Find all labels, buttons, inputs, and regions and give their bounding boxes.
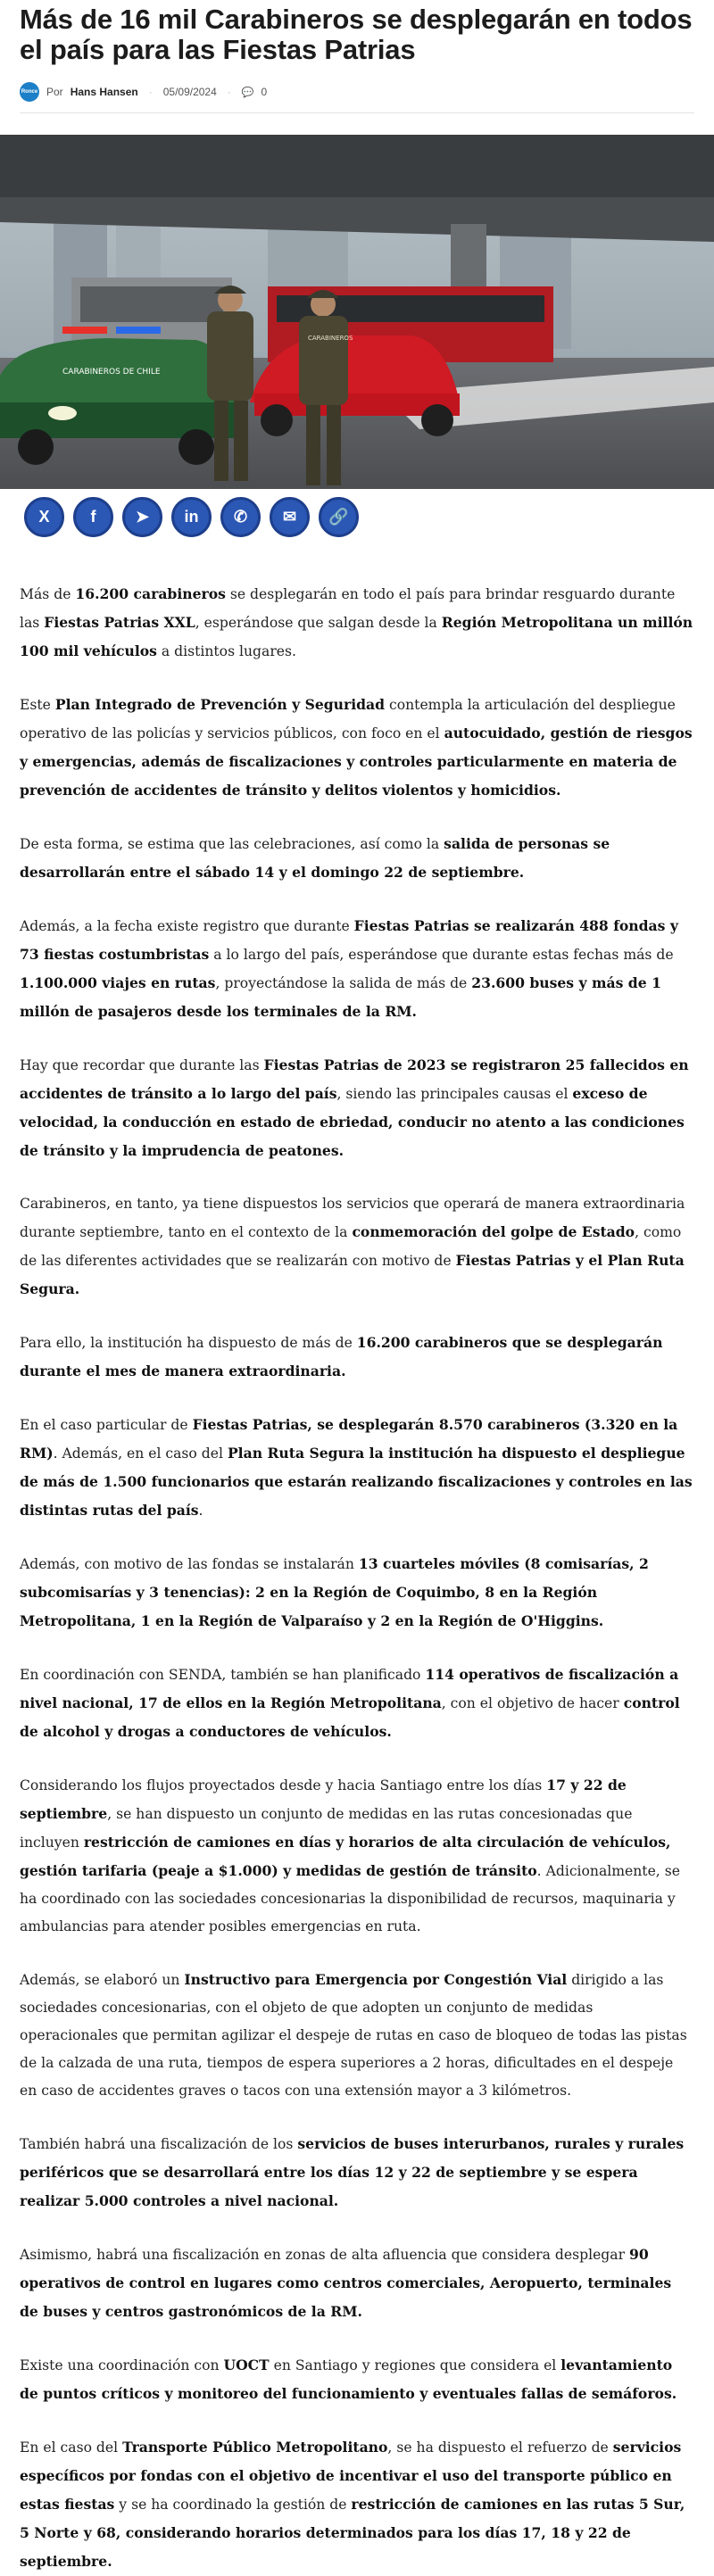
text-run: , esperándose que salgan desde la — [195, 615, 442, 631]
text-run: En el caso particular de — [20, 1417, 193, 1433]
text-run: en Santiago y regiones que considera el — [269, 2357, 561, 2373]
text-run: Hay que recordar que durante las — [20, 1057, 264, 1073]
bold-text: restricción de camiones en días y horarios de alta circulación de vehículos, gestión tarifaria (peaje a $1.000) y medidas de gestión de tránsito — [20, 1834, 671, 1879]
share-copy-link-button[interactable] — [319, 497, 359, 537]
patrol-car-label: CARABINEROS DE CHILE — [62, 368, 161, 377]
share-linkedin-button[interactable] — [171, 497, 212, 537]
share-x-button[interactable] — [24, 497, 64, 537]
share-telegram-button[interactable] — [122, 497, 162, 537]
hero-photo-illustration — [0, 135, 714, 489]
text-run: contempla la articulación del despliegue operativo de las policías y servicios públicos, con foco en el — [20, 697, 676, 741]
comment-count[interactable]: 0 — [261, 86, 268, 98]
bold-text: 90 operativos de control en lugares como centros comerciales, Aeropuerto, terminales de buses y centros gastronómicos de la RM. — [20, 2246, 672, 2320]
text-run: , se han dispuesto un conjunto de medidas en las rutas concesionadas que incluyen — [20, 1806, 633, 1851]
text-run: Además, con motivo de las fondas se instalarán — [20, 1556, 359, 1572]
svg-text:CARABINEROS: CARABINEROS — [308, 335, 353, 342]
publish-date: 05/09/2024 — [162, 86, 217, 98]
text-run: , proyectándose la salida de más de — [215, 975, 472, 991]
meta-separator: · — [227, 86, 231, 98]
share-email-button[interactable] — [270, 497, 310, 537]
bold-text: control de alcohol y drogas a conductores de vehículos. — [20, 1694, 680, 1740]
bold-text: Fiestas Patrias de 2023 se registraron 25 fallecidos en accidentes de tránsito a lo largo del país — [20, 1056, 689, 1102]
text-run: Además, a la fecha existe registro que durante — [20, 918, 354, 934]
bold-text: 16.200 carabineros que se desplegarán durante el mes de manera extraordinaria. — [20, 1334, 663, 1379]
bold-text: 13 cuarteles móviles (8 comisarías, 2 subcomisarías y 3 tenencias): 2 en la Región de Coquimbo, 8 en la Región Metropolitana, 1 en la Región de Valparaíso y 2 en la Región de O'Higgins. — [20, 1555, 649, 1629]
share-bar — [24, 497, 714, 537]
text-run: Carabineros, en tanto, ya tiene dispuestos los servicios que operará de manera extraordinaria durante septiembre, tanto en el contexto de la — [20, 1196, 685, 1240]
author-name[interactable]: Hans Hansen — [70, 86, 138, 98]
bold-text: servicios específicos por fondas con el objetivo de incentivar el uso del transporte público en estas fiestas — [20, 2439, 682, 2513]
whatsapp-icon: ✆ — [233, 508, 248, 526]
text-run: , siendo las principales causas el — [336, 1086, 573, 1102]
bold-text: Transporte Público Metropolitano — [122, 2439, 388, 2456]
meta-separator: · — [148, 86, 153, 98]
text-run: Considerando los flujos proyectados desde y hacia Santiago entre los días — [20, 1777, 547, 1793]
text-run: Asimismo, habrá una fiscalización en zonas de alta afluencia que considera desplegar — [20, 2247, 629, 2263]
bold-text: Plan Ruta Segura la institución ha dispuesto el despliegue de más de 1.500 funcionarios que estarán realizando fiscalizaciones y controles en las distintas rutas del país — [20, 1445, 693, 1519]
bold-text: servicios de buses interurbanos, rurales y rurales periféricos que se desarrollará entre los días 12 y 22 de septiembre y se espera realizar 5.000 controles a nivel nacional. — [20, 2135, 685, 2209]
text-run: , con el objetivo de hacer — [441, 1695, 624, 1711]
text-run: . Adicionalmente, se ha coordinado con las sociedades concesionarias la disponibilidad de recursos, maquinaria y ambulancias para atender posibles emergencias en ruta. — [20, 1863, 680, 1934]
article-title: Más de 16 mil Carabineros se desplegarán en todos el país para las Fiestas Patrias — [20, 4, 693, 65]
bold-text: Fiestas Patrias y el Plan Ruta Segura. — [20, 1252, 685, 1297]
text-run: Además, se elaboró un — [20, 1972, 185, 1988]
text-run: . Además, en el caso del — [53, 1445, 228, 1462]
text-run: También habrá una fiscalización de los — [20, 2136, 298, 2152]
article-paragraph — [20, 912, 694, 1026]
share-facebook-button[interactable] — [73, 497, 113, 537]
facebook-icon: f — [90, 508, 96, 526]
by-label: Por — [46, 86, 63, 98]
article-paragraph — [20, 830, 694, 887]
bold-text: Plan Integrado de Prevención y Seguridad — [54, 696, 386, 713]
article-paragraph — [20, 1329, 694, 1386]
text-run: Más de — [20, 586, 76, 602]
meta-divider — [20, 112, 694, 113]
article-paragraph — [20, 1411, 694, 1525]
hero-image — [0, 135, 714, 489]
text-run: se desplegarán en todo el país para brindar resguardo durante las — [20, 586, 676, 631]
bold-text: autocuidado, gestión de riesgos y emergencias, además de fiscalizaciones y controles particularmente en materia de prevención de accidentes de tránsito y delitos violentos y homicidios. — [20, 725, 693, 799]
text-run: . — [198, 1503, 203, 1519]
bold-text: levantamiento de puntos críticos y monitoreo del funcionamiento y eventuales fallas de semáforos. — [20, 2357, 677, 2402]
text-run: y se ha coordinado la gestión de — [114, 2497, 352, 2513]
text-run: Existe una coordinación con — [20, 2357, 224, 2373]
bold-text: Fiestas Patrias XXL — [44, 614, 195, 631]
telegram-icon: ➤ — [135, 508, 150, 526]
article-paragraph — [20, 1190, 694, 1304]
share-whatsapp-button[interactable] — [220, 497, 261, 537]
author-avatar[interactable]: Ronce — [20, 82, 39, 102]
bold-text: Fiestas Patrias se realizarán 488 fondas y 73 fiestas costumbristas — [20, 917, 678, 963]
bold-text: Fiestas Patrias, se desplegarán 8.570 carabineros (3.320 en la RM) — [20, 1416, 678, 1462]
bold-text: 16.200 carabineros — [75, 585, 226, 602]
text-run: a distintos lugares. — [156, 643, 296, 659]
article-meta — [20, 81, 694, 103]
article-paragraph — [20, 1051, 694, 1165]
email-icon: ✉ — [282, 508, 297, 526]
article-paragraph — [20, 2130, 694, 2216]
article-paragraph — [20, 691, 694, 805]
text-run: dirigido a las sociedades concesionarias, con el objeto de que adopten un conjunto de medidas operacionales que permitan agilizar el despeje de rutas en caso de bloqueo de todas las pistas de la calzada de una ruta, tiempos de espera superiores a 2 horas, dificultades en el despeje en caso de accidentes graves o tacos con una extensión mayor a 3 kilómetros. — [20, 1972, 687, 2099]
article-paragraph — [20, 2351, 694, 2408]
article-paragraph — [20, 1771, 694, 1941]
bold-text: restricción de camiones en las rutas 5 Sur, 5 Norte y 68, considerando horarios determinados para los días 17, 18 y 22 de septiembre. — [20, 2496, 685, 2570]
bold-text: conmemoración del golpe de Estado — [352, 1223, 635, 1240]
article-paragraph — [20, 1661, 694, 1746]
text-run: De esta forma, se estima que las celebraciones, así como la — [20, 836, 444, 852]
article-paragraph — [20, 580, 694, 666]
bold-text: 17 y 22 de septiembre — [20, 1777, 627, 1822]
copy-link-icon: 🔗 — [328, 508, 349, 526]
article-paragraph — [20, 1550, 694, 1636]
text-run: Para ello, la institución ha dispuesto de más de — [20, 1335, 357, 1351]
bold-text: 23.600 buses y más de 1 millón de pasajeros desde los terminales de la RM. — [20, 974, 661, 1020]
bold-text: 114 operativos de fiscalización a nivel nacional, 17 de ellos en la Región Metropolitana — [20, 1666, 679, 1711]
bold-text: Instructivo para Emergencia por Congestión Vial — [184, 1971, 568, 1988]
comment-icon[interactable]: 💬 — [241, 87, 254, 98]
x-icon: X — [38, 508, 50, 526]
bold-text: salida de personas se desarrollarán entre el sábado 14 y el domingo 22 de septiembre. — [20, 835, 610, 881]
bold-text: exceso de velocidad, la conducción en estado de ebriedad, conducir no atento a las condiciones de tránsito y la imprudencia de peatones. — [20, 1085, 685, 1159]
article-body — [20, 580, 694, 2576]
article-paragraph — [20, 2241, 694, 2326]
article-paragraph — [20, 1966, 694, 2105]
text-run: , se ha dispuesto el refuerzo de — [387, 2439, 613, 2456]
text-run: , como de las diferentes actividades que se realizarán con motivo de — [20, 1224, 682, 1269]
text-run: En el caso del — [20, 2439, 123, 2456]
text-run: Este — [20, 697, 55, 713]
bold-text: Región Metropolitana un millón 100 mil vehículos — [20, 614, 693, 659]
bold-text: 1.100.000 viajes en rutas — [20, 974, 216, 991]
text-run: En coordinación con SENDA, también se han planificado — [20, 1667, 426, 1683]
text-run: a lo largo del país, esperándose que durante estas fechas más de — [209, 947, 674, 963]
linkedin-icon: in — [184, 508, 199, 526]
article-paragraph — [20, 2433, 694, 2576]
bold-text: UOCT — [223, 2357, 270, 2373]
